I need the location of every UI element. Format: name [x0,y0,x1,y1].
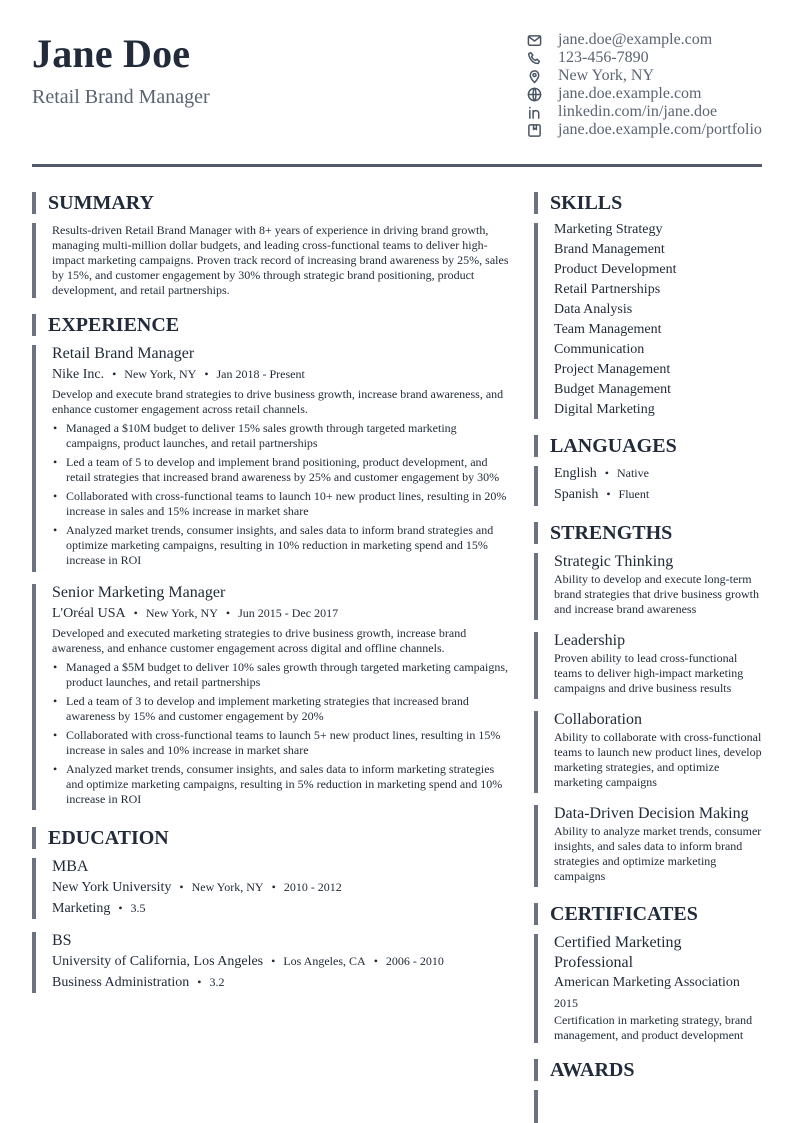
experience-bar [32,345,36,572]
edu-degree: BS [52,932,72,949]
contact-location: New York, NY [525,67,787,85]
globe-icon [525,85,543,103]
summary-text: Results-driven Retail Brand Manager with 8+ years of experience in driving brand growth, managing multi-million dollar budgets, and leading cross-functional teams to deliver high-impact marketing campaigns. Proven track record of increasing brand awareness by 25%, sales by 15%, and customer engagement by 30% through strategic brand positioning, product development, and retail partnerships. [52,223,509,297]
skill-item: Budget Management [554,382,672,397]
language-item: Spanish • Fluent [554,487,650,502]
skills-bar [534,223,538,419]
languages-heading: LANGUAGES [534,435,677,457]
job-description: Develop and execute brand strategies to drive business growth, increase brand awareness, and enhance customer engagement across retail channels. [52,387,504,416]
education-bar [32,932,36,993]
certificates-bar [534,934,538,1043]
contact-portfolio[interactable]: jane.doe.example.com/portfolio [525,121,787,139]
contact-list [525,31,787,139]
skill-item: Team Management [554,322,662,337]
job-meta: L'Oréal USA • New York, NY • Jun 2015 - Dec 2017 [52,606,339,621]
edu-field: Marketing [52,901,111,916]
certificate-description: Certification in marketing strategy, brand management, and product development [554,1013,753,1042]
certificate-title: Certified Marketing Professional [554,934,682,971]
summary-heading: SUMMARY [32,192,154,214]
strength-title: Data-Driven Decision Making [554,805,749,822]
phone-icon [525,49,543,67]
skill-item: Digital Marketing [554,402,655,417]
job-bullet: • Led a team of 5 to develop and implement brand positioning, product development, and retail strategies that increased brand awareness by 25% and customer engagement by 30% [66,455,512,485]
strength-title: Collaboration [554,711,642,728]
experience-heading: EXPERIENCE [32,314,179,336]
education-entry: BS University of California, Los Angeles • Los Angeles, CA • 2006 - 2010 Business Administration • 3.2 [52,931,512,993]
certificate-item [554,933,762,1043]
header-divider [32,164,762,167]
contact-phone[interactable]: 123-456-7890 [525,49,787,67]
job-bullet: • Led a team of 3 to develop and implement marketing strategies that increased brand awareness by 15% and customer engagement by 20% [66,694,512,724]
skill-item: Project Management [554,362,671,377]
strength-description: Ability to analyze market trends, consumer insights, and sales data to inform brand strategies and optimize marketing campaigns [554,824,762,883]
contact-linkedin[interactable]: linkedin.com/in/jane.doe [525,103,787,121]
strength-bar [534,711,538,793]
contact-website[interactable]: jane.doe.example.com [525,85,787,103]
edu-school: University of California, Los Angeles [52,954,264,969]
job-location: New York, NY [145,606,218,620]
candidate-name: Jane Doe [32,31,191,76]
skill-item: Communication [554,342,645,357]
skill-item: Retail Partnerships [554,282,661,297]
strength-title: Strategic Thinking [554,553,674,570]
edu-location: New York, NY [191,880,264,894]
skills-list [554,220,774,420]
job-role: Senior Marketing Manager [52,584,226,601]
edu-location: Los Angeles, CA [283,954,366,968]
job-bullet: • Collaborated with cross-functional teams to launch 10+ new product lines, resulting in 20% increase in sales and 15% increase in market share [66,489,512,519]
strength-title: Leadership [554,632,626,649]
edu-dates: 2006 - 2010 [385,954,444,968]
job-bullet: • Managed a $10M budget to deliver 15% sales growth through targeted marketing campaigns, product launches, and retail partnerships [66,421,512,451]
skills-heading: SKILLS [534,192,622,214]
experience-entry [52,583,512,811]
candidate-title: Retail Brand Manager [32,86,210,108]
experience-entry [52,344,512,572]
skill-item: Marketing Strategy [554,222,663,237]
awards-heading: AWARDS [534,1059,634,1081]
languages-list [554,463,774,505]
job-dates: Jun 2015 - Dec 2017 [238,606,339,620]
awards-bar [534,1090,538,1123]
job-role: Retail Brand Manager [52,345,195,362]
certificates-heading: CERTIFICATES [534,903,698,925]
edu-field: Business Administration [52,975,190,990]
contact-email[interactable]: jane.doe@example.com [525,31,787,49]
job-bullet: • Managed a $5M budget to deliver 10% sales growth through targeted marketing campaigns, product launches, and retail partnerships [66,660,512,690]
job-dates: Jan 2018 - Present [216,367,305,381]
job-company: L'Oréal USA [52,606,126,621]
job-bullets [52,421,512,568]
portfolio-icon [525,121,543,139]
edu-degree: MBA [52,858,89,875]
strength-item [554,710,762,790]
skill-item: Brand Management [554,242,665,257]
strength-bar [534,805,538,887]
education-bar [32,858,36,919]
job-bullet: • Collaborated with cross-functional teams to launch 5+ new product lines, resulting in 15% increase in sales and 10% increase in market share [66,728,512,758]
job-description: Developed and executed marketing strategies to drive business growth, increase brand awareness, and enhance customer engagement across digital and offline channels. [52,626,467,655]
strength-description: Proven ability to lead cross-functional teams to deliver high-impact marketing campaigns and drive business results [554,651,744,695]
skill-item: Product Development [554,262,677,277]
job-location: New York, NY [124,367,197,381]
strength-item [554,804,762,884]
mail-icon [525,31,543,49]
edu-dates: 2010 - 2012 [283,880,342,894]
strength-description: Ability to collaborate with cross-functional teams to launch new product lines, develop marketing strategies, and optimize marketing campaigns [554,730,762,789]
edu-gpa: 3.5 [130,901,146,915]
strength-bar [534,632,538,699]
summary-bar [32,223,36,298]
education-heading: EDUCATION [32,827,169,849]
location-icon [525,67,543,85]
edu-gpa: 3.2 [209,975,225,989]
strength-item [554,631,762,696]
job-bullet: • Analyzed market trends, consumer insights, and sales data to inform brand strategies and optimize marketing campaigns, resulting in 10% reduction in marketing spend and 15% increase in ROI [66,523,512,568]
languages-bar [534,466,538,506]
job-bullets [52,660,512,807]
job-meta: Nike Inc. • New York, NY • Jan 2018 - Present [52,367,305,382]
skill-item: Data Analysis [554,302,633,317]
job-bullet: • Analyzed market trends, consumer insights, and sales data to inform marketing strategies and optimize marketing campaigns, resulting in 5% reduction in marketing spend and 10% increase in ROI [66,762,512,807]
certificate-year: 2015 [554,996,578,1010]
strengths-heading: STRENGTHS [534,522,672,544]
certificate-issuer: American Marketing Association [554,975,740,990]
language-item: English • Native [554,466,649,481]
job-company: Nike Inc. [52,367,105,382]
experience-bar [32,584,36,810]
strength-item [554,552,762,617]
edu-school: New York University [52,880,172,895]
strength-description: Ability to develop and execute long-term brand strategies that drive business growth and increase brand awareness [554,572,759,616]
education-entry: MBA New York University • New York, NY • 2010 - 2012 Marketing • 3.5 [52,857,512,919]
strength-bar [534,553,538,620]
linkedin-icon [525,103,543,121]
